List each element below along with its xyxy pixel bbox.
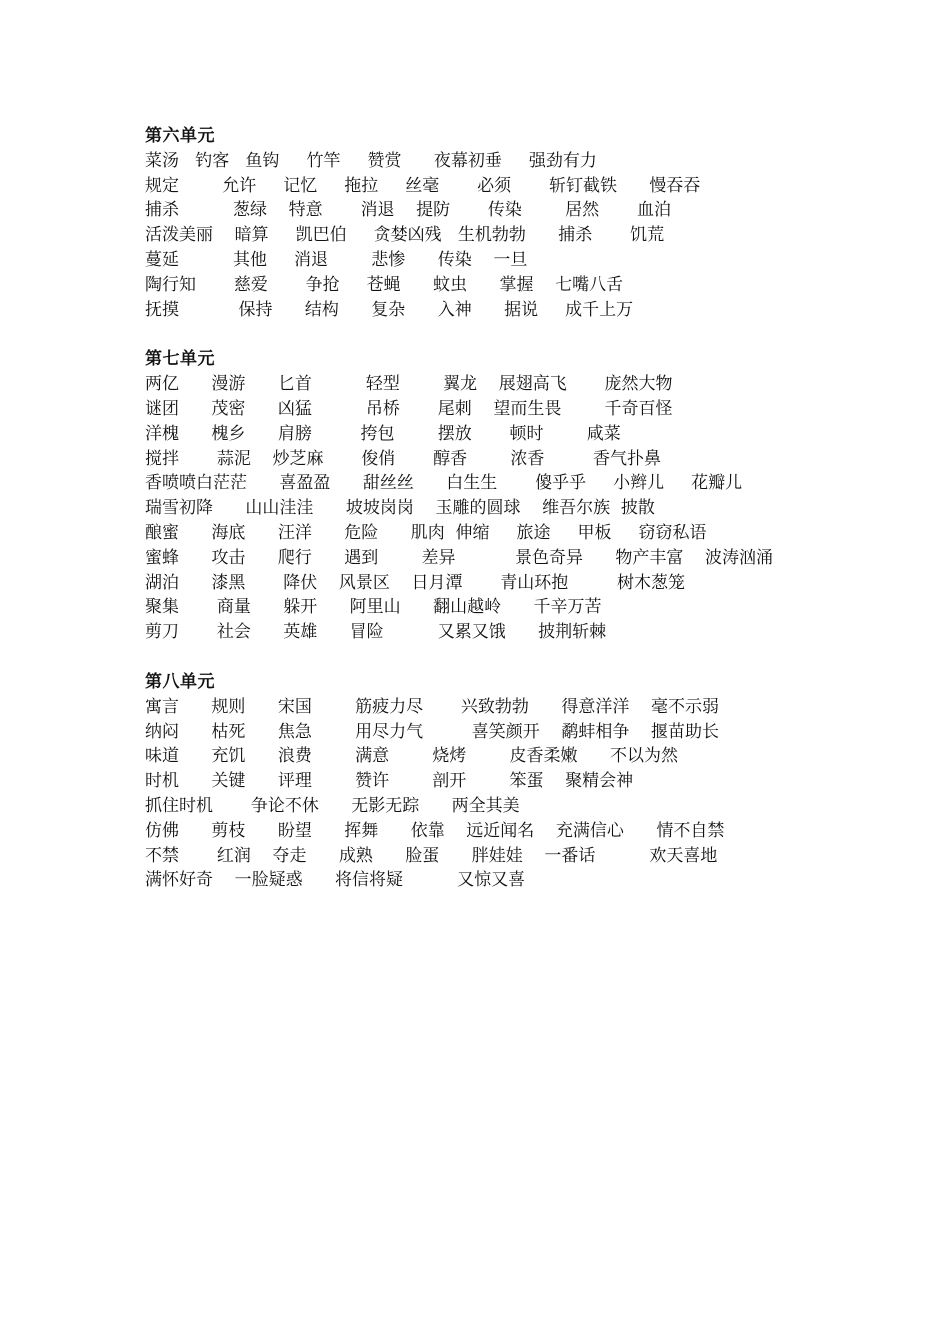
vocabulary-document <box>145 124 935 918</box>
word-line: 瑞雪初降 山山洼洼 坡坡岗岗 玉雕的圆球 维吾尔族 披散 <box>145 498 655 519</box>
word-line: 聚集 商量 躲开 阿里山 翻山越岭 千辛万苦 <box>145 597 602 618</box>
word-line: 时机 关键 评理 赞许 剖开 笨蛋 聚精会神 <box>145 771 634 792</box>
word-line: 两亿 漫游 匕首 轻型 翼龙 展翅高飞 庞然大物 <box>145 374 673 395</box>
word-line: 湖泊 漆黑 降伏 风景区 日月潭 青山环抱 树木葱笼 <box>145 572 685 593</box>
word-line: 寓言 规则 宋国 筋疲力尽 兴致勃勃 得意洋洋 毫不示弱 <box>145 696 719 717</box>
word-line: 洋槐 槐乡 肩膀 挎包 摆放 顿时 咸菜 <box>145 423 621 444</box>
word-line: 搅拌 蒜泥 炒芝麻 俊俏 醇香 浓香 香气扑鼻 <box>145 448 661 469</box>
unit-8-title: 第八单元 <box>145 671 215 692</box>
word-line: 抓住时机 争论不休 无影无踪 两全其美 <box>145 795 520 816</box>
word-line: 规定 允许 记忆 拖拉 丝毫 必须 斩钉截铁 慢吞吞 <box>145 175 701 196</box>
unit-8-section <box>145 670 935 893</box>
word-line: 酿蜜 海底 汪洋 危险 肌肉 伸缩 旅途 甲板 窃窃私语 <box>145 522 707 543</box>
word-line: 纳闷 枯死 焦急 用尽力气 喜笑颜开 鹬蚌相争 揠苗助长 <box>145 721 719 742</box>
word-line: 抚摸 保持 结构 复杂 入神 据说 成千上万 <box>145 299 634 320</box>
word-line: 蜜蜂 攻击 爬行 遇到 差异 景色奇异 物产丰富 波涛汹涌 <box>145 547 773 568</box>
word-line: 满怀好奇 一脸疑惑 将信将疑 又惊又喜 <box>145 870 526 891</box>
unit-7-section <box>145 347 935 645</box>
word-line: 香喷喷白茫茫 喜盈盈 甜丝丝 白生生 傻乎乎 小辫儿 花瓣儿 <box>145 473 743 494</box>
unit-6-title: 第六单元 <box>145 126 215 146</box>
word-line: 菜汤 钓客 鱼钩 竹竿 赞赏 夜幕初垂 强劲有力 <box>145 150 597 171</box>
word-line: 陶行知 慈爱 争抢 苍蝇 蚊虫 掌握 七嘴八舌 <box>145 274 624 295</box>
unit-7-title: 第七单元 <box>145 349 215 370</box>
word-line: 仿佛 剪枝 盼望 挥舞 依靠 远近闻名 充满信心 情不自禁 <box>145 820 725 841</box>
word-line: 味道 充饥 浪费 满意 烧烤 皮香柔嫩 不以为然 <box>145 746 678 767</box>
word-line: 活泼美丽 暗算 凯巴伯 贪婪凶残 生机勃勃 捕杀 饥荒 <box>145 225 665 246</box>
word-line: 谜团 茂密 凶猛 吊桥 尾刺 望而生畏 千奇百怪 <box>145 398 673 419</box>
unit-6-section <box>145 124 935 322</box>
word-line: 捕杀 葱绿 特意 消退 提防 传染 居然 血泊 <box>145 200 671 221</box>
word-line: 剪刀 社会 英雄 冒险 又累又饿 披荆斩棘 <box>145 622 607 643</box>
word-line: 不禁 红润 夺走 成熟 脸蛋 胖娃娃 一番话 欢天喜地 <box>145 845 718 866</box>
word-line: 蔓延 其他 消退 悲惨 传染 一旦 <box>145 249 528 270</box>
